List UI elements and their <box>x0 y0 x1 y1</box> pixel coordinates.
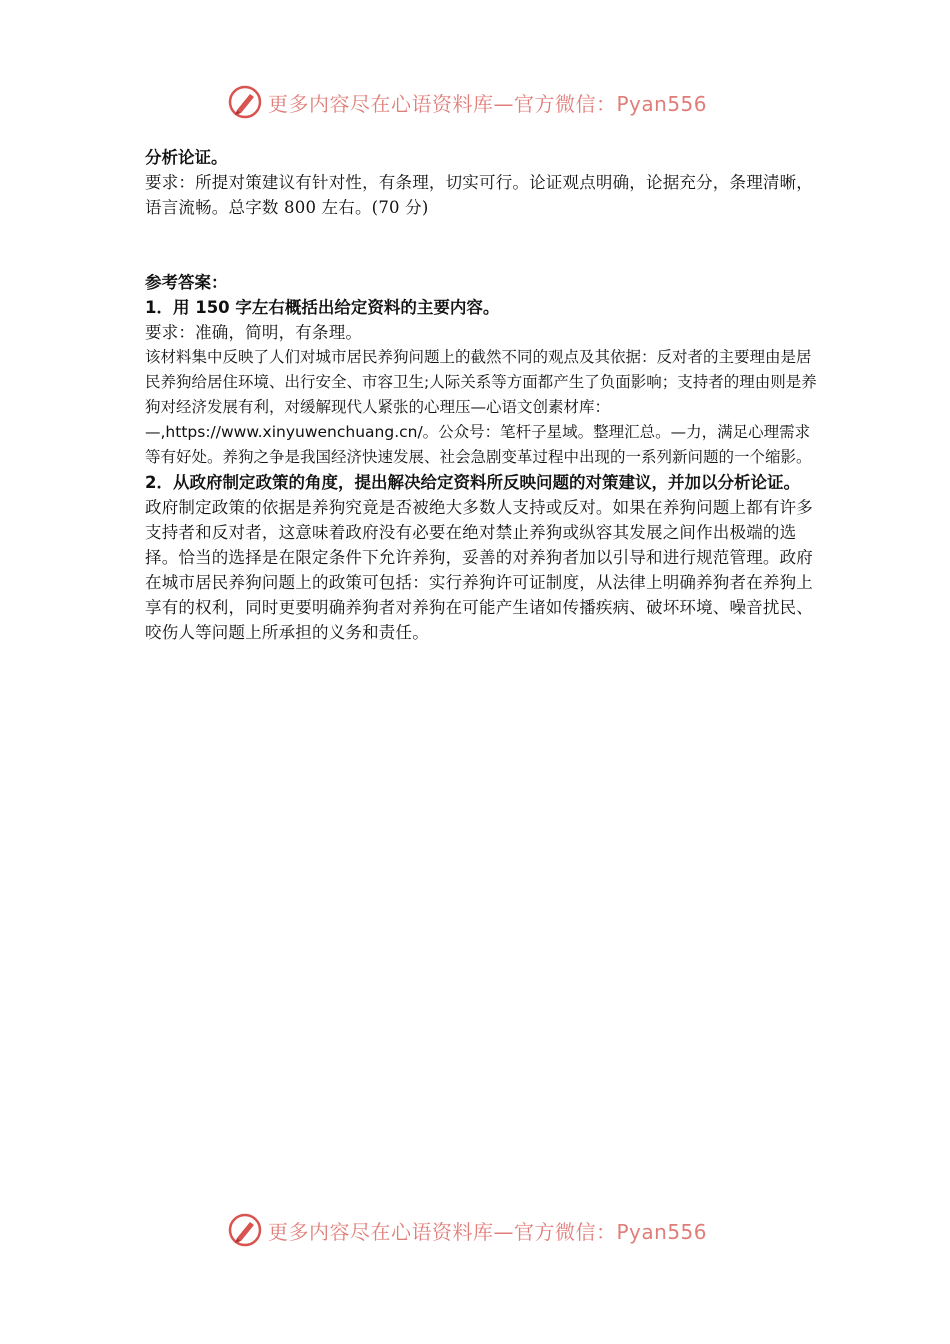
question-2-answer: 政府制定政策的依据是养狗究竟是否被绝大多数人支持或反对。如果在养狗问题上都有许多支持者和反对者，这意味着政府没有必要在绝对禁止养狗或纵容其发展之间作出极端的选择。恰当的选择是在限定条件下允许养狗，妥善的对养狗者加以引导和进行规范管理。政府在城市居民养狗问题上的政策可包括：实行养狗许可证制度，从法律上明确养狗者在养狗上享有的权利，同时更要明确养狗者对养狗在可能产生诸如传播疾病、破坏环境、噪音扰民、咬伤人等问题上所承担的义务和责任。 <box>145 498 813 642</box>
pen-logo-icon <box>228 85 262 119</box>
footer-watermark-banner <box>228 1210 748 1250</box>
question-1-answer: 该材料集中反映了人们对城市居民养狗问题上的截然不同的观点及其依据：反对者的主要理由是居民养狗给居住环境、出行安全、市容卫生;人际关系等方面都产生了负面影响；支持者的理由则是养狗对经济发展有利，对缓解现代人紧张的心理压—心语文创素材库：—,https://www.xinyuwenchuang.cn/。公众号：笔杆子星域。整理汇总。—力，满足心理需求等有好处。养狗之争是我国经济快速发展、社会急剧变革过程中出现的一系列新问题的一个缩影。 <box>145 348 817 466</box>
pen-logo-icon <box>228 1213 262 1247</box>
question-2-heading: 2．从政府制定政策的角度，提出解决给定资料所反映问题的对策建议，并加以分析论证。 <box>145 473 800 492</box>
header-watermark-banner <box>228 82 748 122</box>
question-1-requirement: 要求：准确，简明，有条理。 <box>145 323 363 342</box>
document-body <box>145 145 825 645</box>
answers-heading: 参考答案： <box>145 273 228 292</box>
intro-heading: 分析论证。 <box>145 148 228 167</box>
watermark-text: 更多内容尽在心语资料库—官方微信：Pyan556 <box>268 91 708 116</box>
intro-requirement: 要求：所提对策建议有针对性，有条理，切实可行。论证观点明确，论据充分，条理清晰，语言流畅。总字数 800 左右。(70 分) <box>145 173 813 217</box>
spacer <box>145 220 825 270</box>
question-1-heading: 1．用 150 字左右概括出给定资料的主要内容。 <box>145 298 500 317</box>
watermark-text: 更多内容尽在心语资料库—官方微信：Pyan556 <box>268 1219 708 1244</box>
